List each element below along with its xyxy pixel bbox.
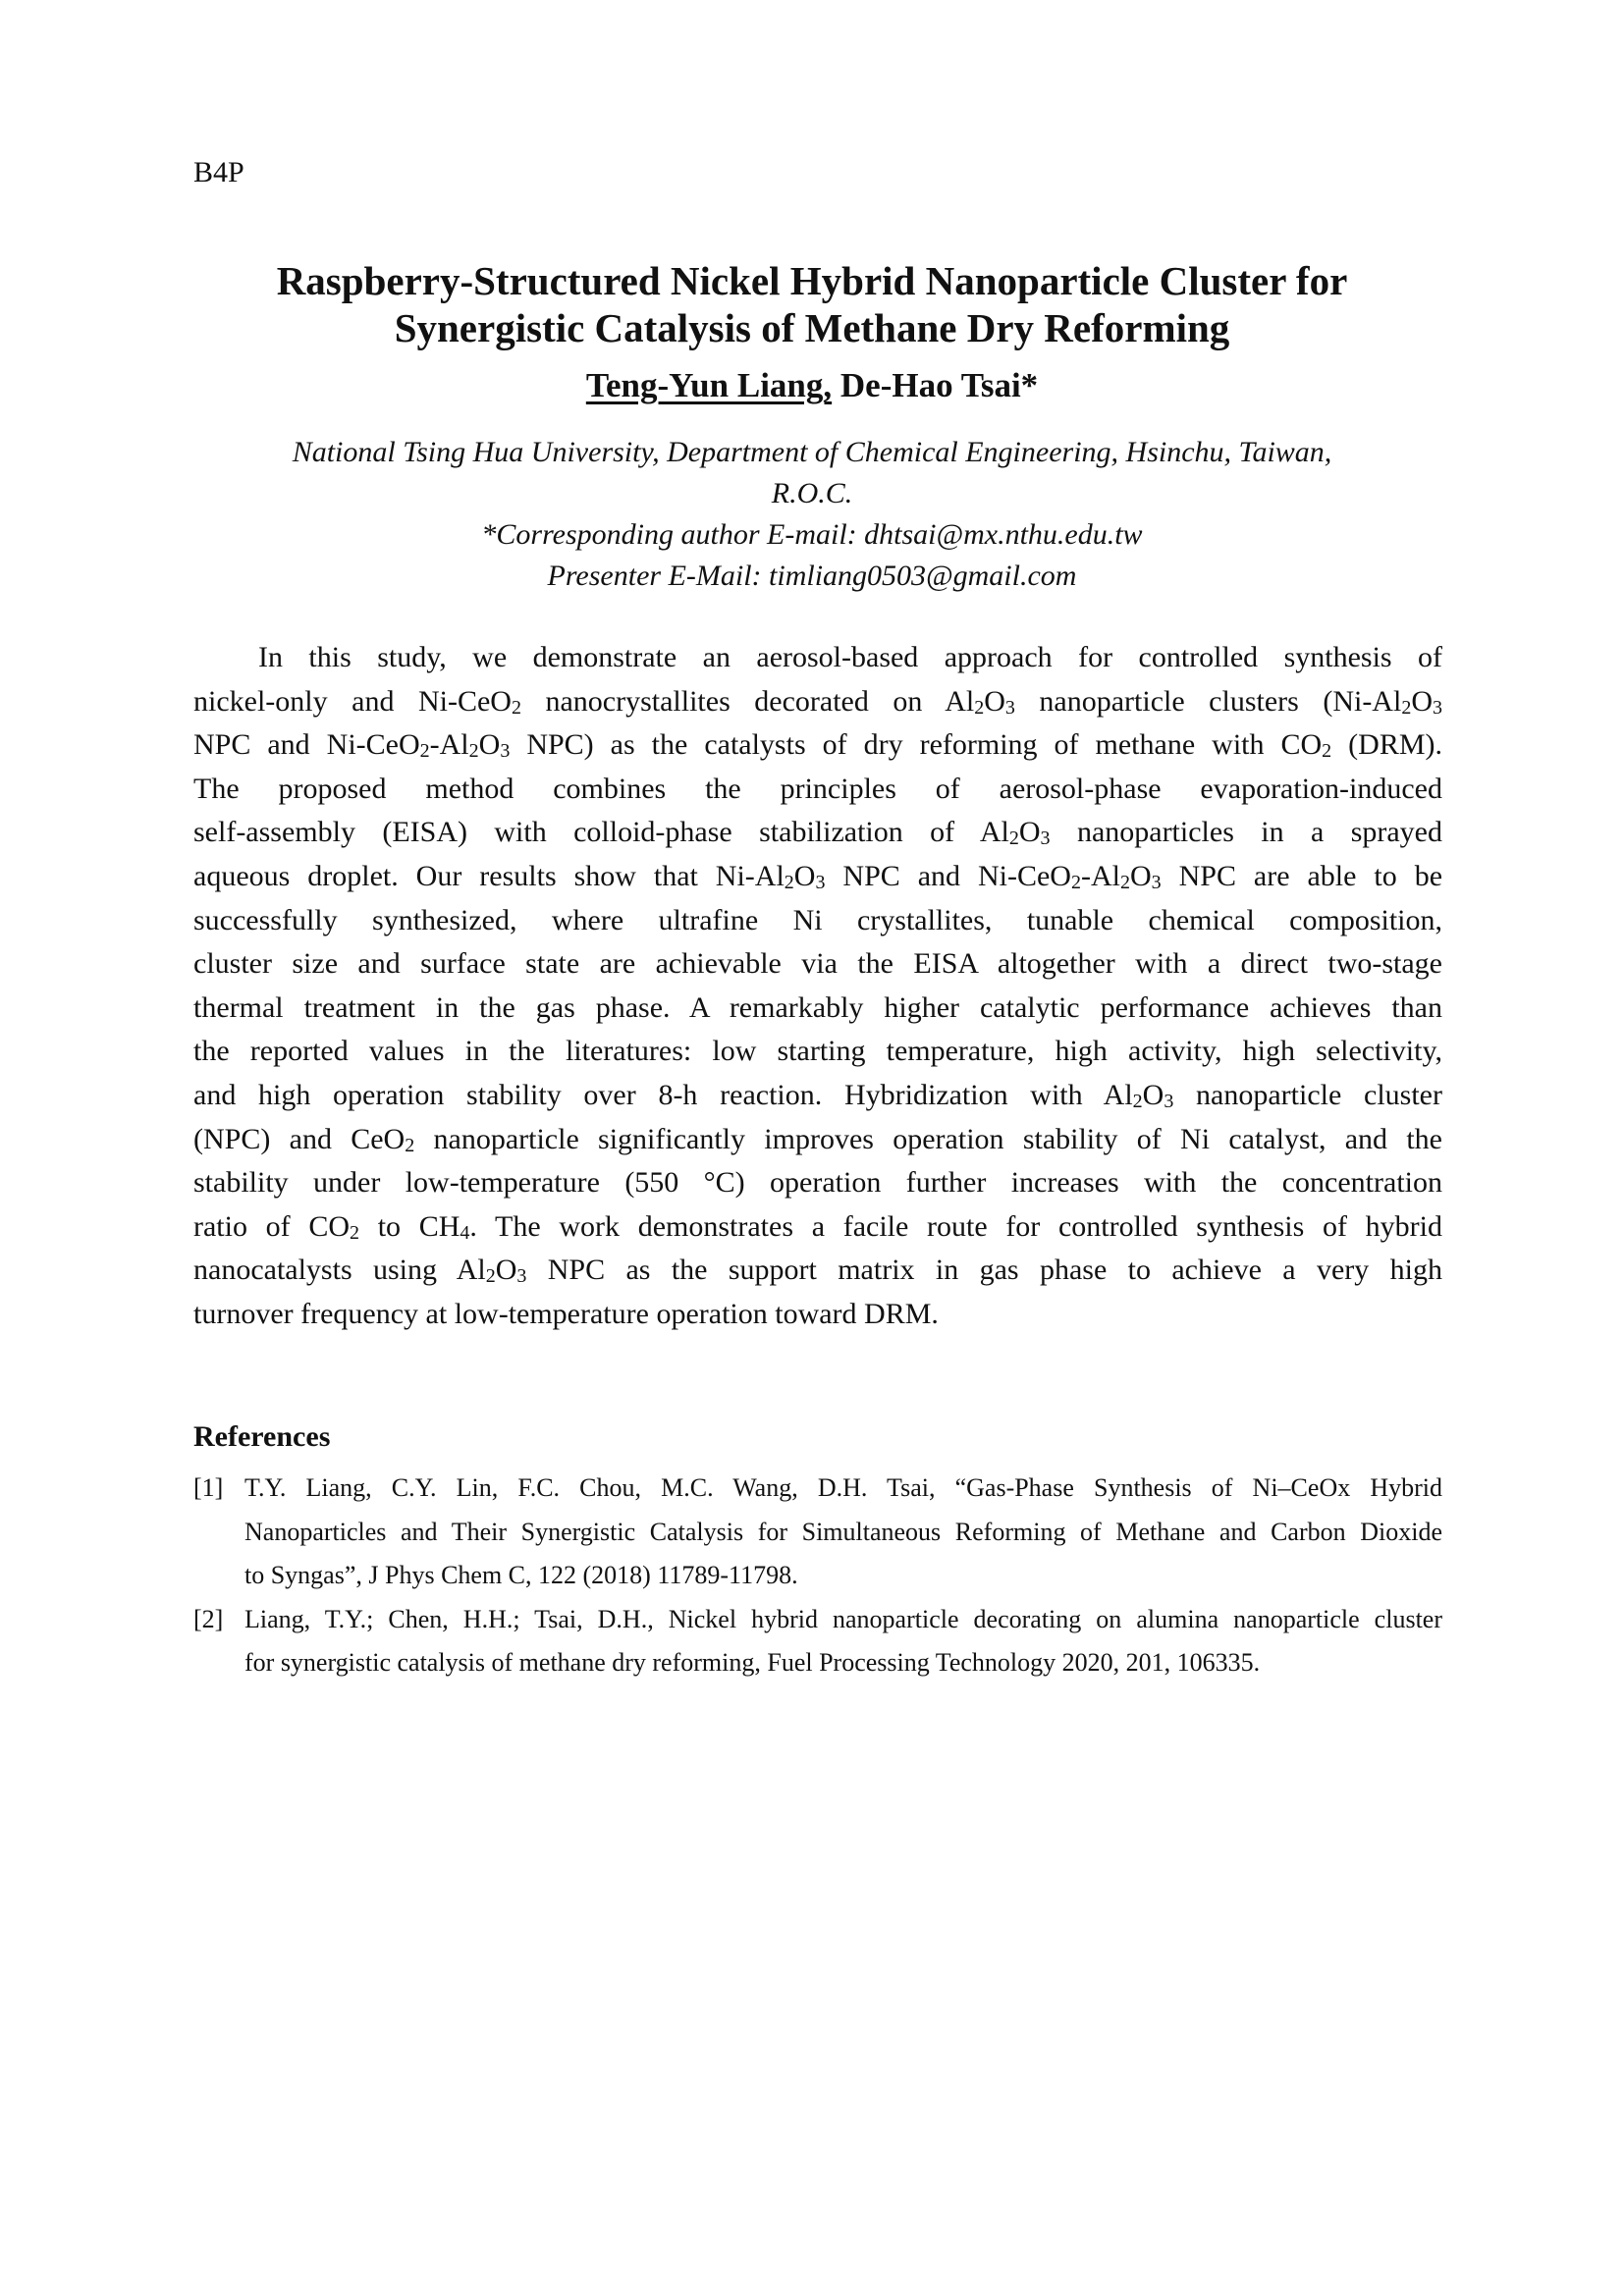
title-line-2: Synergistic Catalysis of Methane Dry Reforming [394, 305, 1230, 350]
reference-line: T.Y. Liang, C.Y. Lin, F.C. Chou, M.C. Wang, D.H. Tsai, “Gas-Phase Synthesis of Ni–CeOx Hybrid [244, 1473, 1442, 1502]
presenter-author: Teng-Yun Liang, [585, 366, 833, 404]
reference-line: Liang, T.Y.; Chen, H.H.; Tsai, D.H., Nickel hybrid nanoparticle decorating on alumina nanoparticle cluster [244, 1604, 1442, 1633]
abstract-line: thermal treatment in the gas phase. A remarkably higher catalytic performance achieves than [193, 990, 1442, 1024]
paper-title [147, 257, 1477, 351]
author-list [147, 364, 1477, 407]
abstract-line: stability under low-temperature (550 °C) operation further increases with the concentration [193, 1166, 1442, 1200]
presenter-email: Presenter E-Mail: timliang0503@gmail.com [547, 560, 1077, 592]
affiliation-line-2: R.O.C. [771, 477, 853, 509]
abstract-line: and high operation stability over 8-h reaction. Hybridization with $Al_2O_3$ nanoparticle cluster [193, 1078, 1442, 1112]
reference-item [193, 1598, 1442, 1685]
reference-line: to Syngas”, J Phys Chem C, 122 (2018) 11789-11798. [244, 1561, 798, 1589]
references-heading: References [193, 1420, 331, 1453]
abstract-line: cluster size and surface state are achievable via the EISA altogether with a direct two-stage [193, 947, 1442, 981]
reference-list [193, 1467, 1442, 1685]
reference-number: [2] [193, 1604, 224, 1633]
abstract-line: successfully synthesized, where ultrafine Ni crystallites, tunable chemical composition, [193, 903, 1442, 936]
abstract-line: In this study, we demonstrate an aerosol-based approach for controlled synthesis of [258, 641, 1442, 673]
title-line-1: Raspberry-Structured Nickel Hybrid Nanoparticle Cluster for [276, 258, 1348, 303]
reference-line: Nanoparticles and Their Synergistic Catalysis for Simultaneous Reforming of Methane and Carbon Dioxide [244, 1517, 1442, 1546]
abstract-line: NPC and $Ni-CeO_2-Al_2O_3$ NPC) as the catalysts of dry reforming of methane with $CO_2$ (DRM). [193, 728, 1443, 763]
corresponding-author: De-Hao Tsai* [832, 366, 1039, 404]
abstract-line: (NPC) and CeO$_2$ nanoparticle significantly improves operation stability of Ni catalyst, and the [193, 1122, 1442, 1156]
abstract-body [193, 636, 1442, 1337]
abstract-line: ratio of $CO_2$ to $CH_4$. The work demonstrates a facile route for controlled synthesis of hybrid [193, 1209, 1442, 1244]
abstract-line: turnover frequency at low-temperature operation toward DRM. [193, 1297, 939, 1330]
abstract-line: self-assembly (EISA) with colloid-phase stabilization of $Al_2O_3$ nanoparticles in a sprayed [193, 816, 1442, 850]
affiliation-block [147, 432, 1477, 597]
abstract-line: the reported values in the literatures: low starting temperature, high activity, high selectivity, [193, 1035, 1442, 1068]
abstract-line: nanocatalysts using $Al_2O_3$ NPC as the support matrix in gas phase to achieve a very high [193, 1254, 1442, 1288]
affiliation-line-1: National Tsing Hua University, Department of Chemical Engineering, Hsinchu, Taiwan, [292, 436, 1332, 468]
reference-number: [1] [193, 1473, 224, 1502]
corresponding-email: *Corresponding author E-mail: dhtsai@mx.nthu.edu.tw [481, 518, 1143, 551]
reference-line: for synergistic catalysis of methane dry reforming, Fuel Processing Technology 2020, 201, 106335. [244, 1648, 1261, 1677]
reference-item [193, 1467, 1442, 1598]
abstract-line: aqueous droplet. Our results show that $Ni-Al_2O_3$ NPC and $Ni-CeO_2-Al_2O_3$ NPC are able to be [193, 859, 1443, 893]
abstract-line: The proposed method combines the principles of aerosol-phase evaporation-induced [193, 772, 1442, 805]
abstract-line: nickel-only and Ni-CeO$_2$ nanocrystallites decorated on $Al_2O_3$ nanoparticle clusters ($Ni-Al_2O_3$ [193, 684, 1442, 719]
abstract-code-label: B4P [193, 156, 244, 188]
